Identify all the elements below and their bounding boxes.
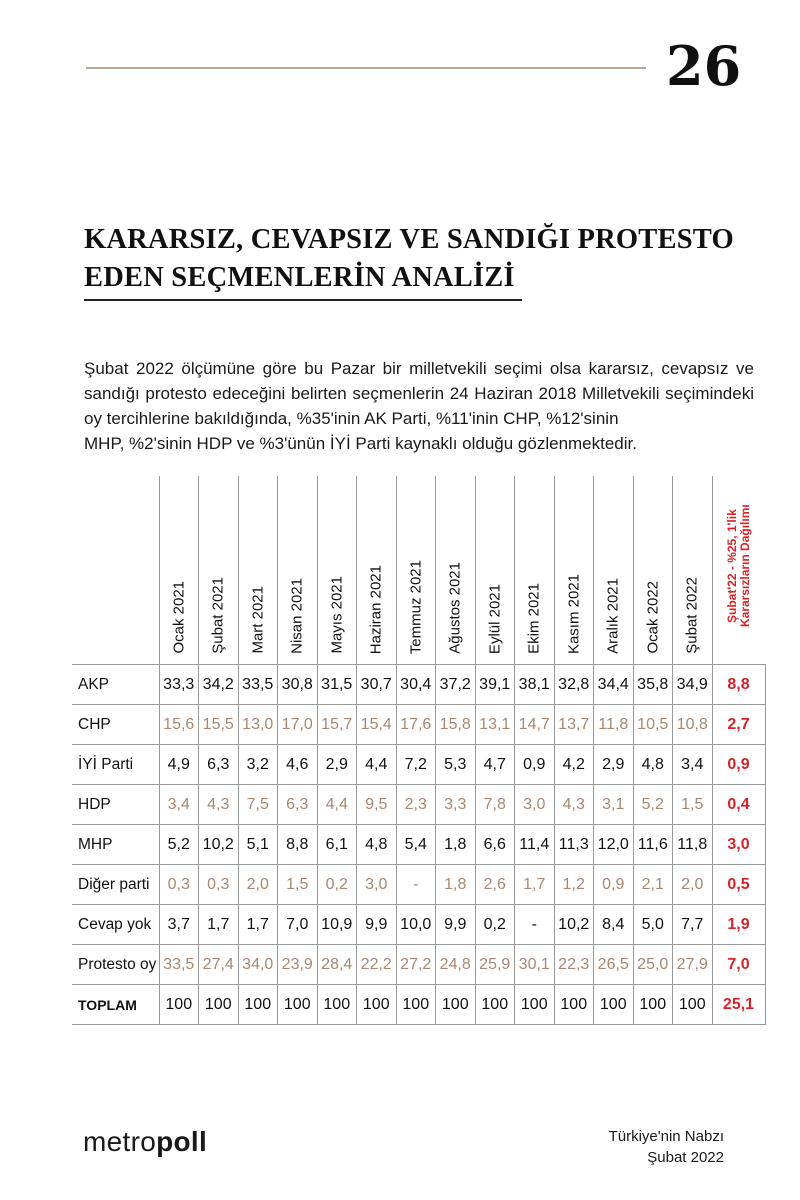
table-cell: 9,9	[357, 905, 397, 945]
table-cell: 10,9	[317, 905, 357, 945]
column-header-label: Eylül 2021	[486, 583, 504, 654]
table-cell: 7,0	[278, 905, 318, 945]
table-cell: 31,5	[317, 665, 357, 705]
distribution-cell: 25,1	[712, 985, 765, 1025]
table-cell: 10,5	[633, 705, 673, 745]
table-cell: 0,2	[317, 865, 357, 905]
table-cell: 11,6	[633, 825, 673, 865]
section-title	[84, 221, 764, 297]
title-line-2: EDEN SEÇMENLERİN ANALİZİ	[84, 262, 515, 293]
column-header	[317, 476, 357, 665]
undecided-voters-table	[72, 476, 766, 1025]
table-cell: 1,7	[199, 905, 239, 945]
table-cell: 4,4	[357, 745, 397, 785]
intro-paragraph	[84, 356, 754, 456]
table-cell: 34,0	[238, 945, 278, 985]
table-cell: 38,1	[515, 665, 555, 705]
column-header	[199, 476, 239, 665]
table-cell: 10,0	[396, 905, 436, 945]
table-cell: 0,2	[475, 905, 515, 945]
table-cell: 9,5	[357, 785, 397, 825]
table-row	[72, 705, 765, 745]
table-header-row	[72, 476, 765, 665]
table-cell: 39,1	[475, 665, 515, 705]
table-cell: 6,6	[475, 825, 515, 865]
table-row	[72, 665, 765, 705]
table-cell: -	[515, 905, 555, 945]
footer-line-1: Türkiye'nin Nabzı	[608, 1128, 724, 1145]
table-cell: 4,8	[633, 745, 673, 785]
column-header	[357, 476, 397, 665]
table-cell: 7,8	[475, 785, 515, 825]
table-row	[72, 825, 765, 865]
row-label: MHP	[72, 825, 159, 865]
table-cell: 30,7	[357, 665, 397, 705]
table-cell: 4,9	[159, 745, 199, 785]
table-cell: 7,2	[396, 745, 436, 785]
table-cell: 27,9	[673, 945, 713, 985]
column-header-label: Haziran 2021	[367, 564, 385, 654]
row-label: İYİ Parti	[72, 745, 159, 785]
header-rule	[86, 67, 646, 69]
table-cell: 2,0	[673, 865, 713, 905]
table-cell: 22,2	[357, 945, 397, 985]
table-cell: 100	[475, 985, 515, 1025]
table-cell: 15,8	[436, 705, 476, 745]
row-label: Protesto oy	[72, 945, 159, 985]
distribution-cell: 1,9	[712, 905, 765, 945]
table-cell: 5,0	[633, 905, 673, 945]
distribution-cell: 0,4	[712, 785, 765, 825]
table-cell: 23,9	[278, 945, 318, 985]
column-header	[436, 476, 476, 665]
table-cell: 4,4	[317, 785, 357, 825]
table-cell: 100	[357, 985, 397, 1025]
table-cell: 15,6	[159, 705, 199, 745]
table-cell: 33,5	[159, 945, 199, 985]
table-cell: 9,9	[436, 905, 476, 945]
table-cell: 15,7	[317, 705, 357, 745]
table-cell: 2,3	[396, 785, 436, 825]
table-cell: 1,8	[436, 825, 476, 865]
table-cell: 0,3	[199, 865, 239, 905]
column-header	[475, 476, 515, 665]
column-header	[515, 476, 555, 665]
column-header-label: Nisan 2021	[288, 578, 306, 654]
column-header	[159, 476, 199, 665]
paragraph-main: Şubat 2022 ölçümüne göre bu Pazar bir milletvekili seçimi olsa kararsız, cevapsız ve sandığı protesto edeceğini belirten seçmenlerin 24 Haziran 2018 Milletvekili seçimindeki oy tercihlerine bakıldığında, %35'inin AK Parti, %11'inin CHP, %12'sinin	[84, 359, 754, 428]
table-cell: 7,5	[238, 785, 278, 825]
table-row	[72, 865, 765, 905]
table-cell: 100	[554, 985, 594, 1025]
table-cell: 17,0	[278, 705, 318, 745]
table-cell: 1,7	[238, 905, 278, 945]
table-cell: 37,2	[436, 665, 476, 705]
table-cell: 3,1	[594, 785, 634, 825]
table-cell: 28,4	[317, 945, 357, 985]
table-cell: 6,1	[317, 825, 357, 865]
table-cell: 4,3	[199, 785, 239, 825]
table-cell: 100	[633, 985, 673, 1025]
title-line-1: KARARSIZ, CEVAPSIZ VE SANDIĞI PROTESTO	[84, 224, 734, 255]
table-cell: 11,8	[673, 825, 713, 865]
table-cell: 4,2	[554, 745, 594, 785]
column-header-label: Ekim 2021	[525, 583, 543, 654]
header-blank-cell	[72, 476, 159, 665]
table-cell: 25,0	[633, 945, 673, 985]
distribution-cell: 3,0	[712, 825, 765, 865]
table-cell: 32,8	[554, 665, 594, 705]
table-cell: 13,1	[475, 705, 515, 745]
column-header	[554, 476, 594, 665]
table-cell: 3,3	[436, 785, 476, 825]
table-cell: 4,6	[278, 745, 318, 785]
distribution-cell: 8,8	[712, 665, 765, 705]
table-cell: 17,6	[396, 705, 436, 745]
brand-bold: poll	[156, 1126, 208, 1157]
table-cell: 35,8	[633, 665, 673, 705]
table-cell: 10,8	[673, 705, 713, 745]
distribution-cell: 7,0	[712, 945, 765, 985]
table-cell: 0,9	[515, 745, 555, 785]
column-header-label: Ağustos 2021	[446, 562, 464, 654]
table-cell: 3,2	[238, 745, 278, 785]
table-cell: 5,1	[238, 825, 278, 865]
row-label: AKP	[72, 665, 159, 705]
table-cell: 34,4	[594, 665, 634, 705]
column-header	[238, 476, 278, 665]
table-cell: 6,3	[199, 745, 239, 785]
table-cell: 1,2	[554, 865, 594, 905]
table-cell: 2,1	[633, 865, 673, 905]
table-cell: 13,0	[238, 705, 278, 745]
table-cell: 1,8	[436, 865, 476, 905]
table-cell: 30,1	[515, 945, 555, 985]
column-header	[278, 476, 318, 665]
table-cell: 100	[159, 985, 199, 1025]
table-cell: 11,3	[554, 825, 594, 865]
row-label: CHP	[72, 705, 159, 745]
table-cell: 11,8	[594, 705, 634, 745]
table-cell: 11,4	[515, 825, 555, 865]
table-cell: 1,5	[278, 865, 318, 905]
table-cell: 1,7	[515, 865, 555, 905]
table-cell: 33,5	[238, 665, 278, 705]
table-cell: 27,2	[396, 945, 436, 985]
table-cell: 30,4	[396, 665, 436, 705]
row-label: TOPLAM	[72, 985, 159, 1025]
table-row	[72, 785, 765, 825]
column-header-label: Şubat 2021	[209, 577, 227, 654]
table-cell: 34,9	[673, 665, 713, 705]
table-cell: 15,4	[357, 705, 397, 745]
table-cell: 2,9	[594, 745, 634, 785]
table-cell: 3,4	[673, 745, 713, 785]
column-header-label: Mayıs 2021	[328, 576, 346, 654]
column-header	[396, 476, 436, 665]
distribution-header-label: Şubat'22 - %25, 1'lik Kararsızların Dağılımı	[724, 504, 752, 628]
column-header	[594, 476, 634, 665]
row-label: Cevap yok	[72, 905, 159, 945]
column-header-label: Ocak 2022	[644, 581, 662, 654]
table-cell: 100	[238, 985, 278, 1025]
footer	[560, 1126, 724, 1168]
column-header-label: Temmuz 2021	[407, 559, 425, 654]
column-header-distribution	[712, 476, 765, 665]
table-cell: 33,3	[159, 665, 199, 705]
metropoll-logo	[83, 1126, 207, 1158]
table-row	[72, 985, 765, 1025]
table-cell: 100	[199, 985, 239, 1025]
brand-regular: metro	[83, 1126, 157, 1157]
row-label: HDP	[72, 785, 159, 825]
row-label: Diğer parti	[72, 865, 159, 905]
table-cell: 30,8	[278, 665, 318, 705]
distribution-cell: 2,7	[712, 705, 765, 745]
table-cell: 4,8	[357, 825, 397, 865]
table-cell: 2,6	[475, 865, 515, 905]
footer-line-2: Şubat 2022	[647, 1149, 724, 1166]
table-cell: 5,2	[633, 785, 673, 825]
table-cell: 25,9	[475, 945, 515, 985]
table-cell: 27,4	[199, 945, 239, 985]
column-header	[633, 476, 673, 665]
table-cell: 24,8	[436, 945, 476, 985]
table-cell: 5,2	[159, 825, 199, 865]
table-cell: 5,4	[396, 825, 436, 865]
table-cell: 3,0	[515, 785, 555, 825]
table-cell: 26,5	[594, 945, 634, 985]
column-header-label: Aralık 2021	[604, 578, 622, 654]
table-row	[72, 905, 765, 945]
table-cell: 100	[594, 985, 634, 1025]
column-header-label: Ocak 2021	[170, 581, 188, 654]
table-cell: 3,0	[357, 865, 397, 905]
column-header-label: Mart 2021	[249, 586, 267, 654]
table-cell: 3,4	[159, 785, 199, 825]
table-cell: 5,3	[436, 745, 476, 785]
column-header	[673, 476, 713, 665]
table-cell: 8,8	[278, 825, 318, 865]
table-cell: 7,7	[673, 905, 713, 945]
table-cell: 100	[317, 985, 357, 1025]
table-cell: -	[396, 865, 436, 905]
table-cell: 13,7	[554, 705, 594, 745]
paragraph-last-line: MHP, %2'sinin HDP ve %3'ünün İYİ Parti kaynaklı olduğu gözlenmektedir.	[84, 434, 637, 453]
table-cell: 34,2	[199, 665, 239, 705]
table-cell: 10,2	[199, 825, 239, 865]
table-row	[72, 745, 765, 785]
table-cell: 6,3	[278, 785, 318, 825]
column-header-label: Kasım 2021	[565, 573, 583, 654]
table-cell: 100	[436, 985, 476, 1025]
table-cell: 10,2	[554, 905, 594, 945]
table-cell: 4,7	[475, 745, 515, 785]
table-row	[72, 945, 765, 985]
table-cell: 1,5	[673, 785, 713, 825]
distribution-cell: 0,9	[712, 745, 765, 785]
table-cell: 3,7	[159, 905, 199, 945]
table-cell: 14,7	[515, 705, 555, 745]
table-cell: 15,5	[199, 705, 239, 745]
table-cell: 4,3	[554, 785, 594, 825]
table-cell: 0,3	[159, 865, 199, 905]
column-header-label: Şubat 2022	[683, 577, 701, 654]
table-cell: 2,0	[238, 865, 278, 905]
table-cell: 100	[673, 985, 713, 1025]
table-cell: 100	[515, 985, 555, 1025]
table-cell: 22,3	[554, 945, 594, 985]
page-number: 26	[666, 34, 742, 98]
table-cell: 100	[396, 985, 436, 1025]
table-cell: 0,9	[594, 865, 634, 905]
table-cell: 100	[278, 985, 318, 1025]
distribution-cell: 0,5	[712, 865, 765, 905]
title-underline	[84, 299, 522, 301]
table-cell: 2,9	[317, 745, 357, 785]
table-cell: 8,4	[594, 905, 634, 945]
table-cell: 12,0	[594, 825, 634, 865]
